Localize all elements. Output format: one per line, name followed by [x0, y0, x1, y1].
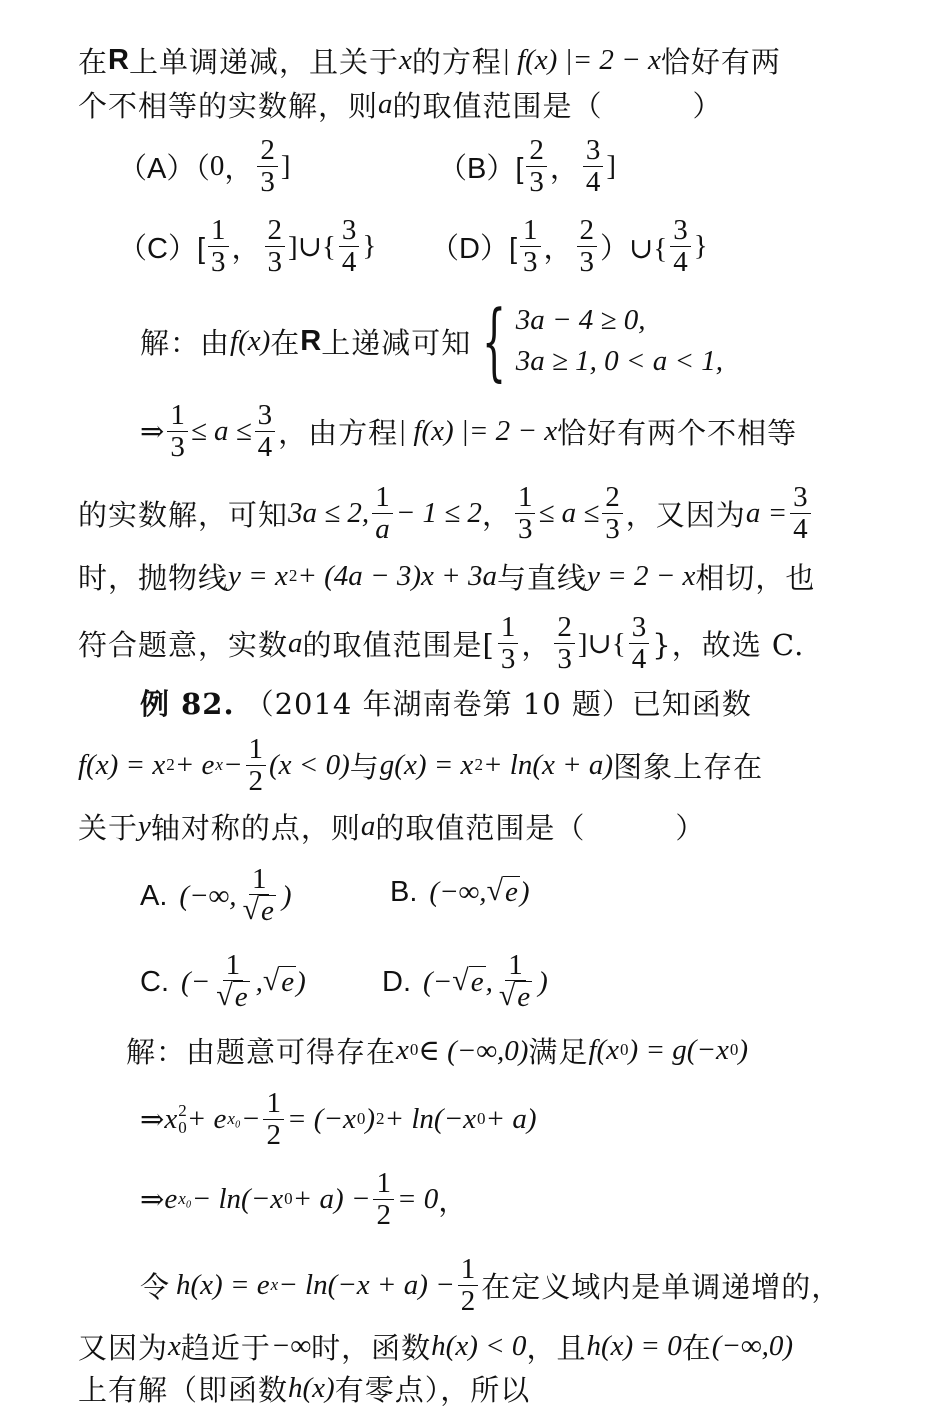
- fraction: $\frac{3}{4}$: [339, 215, 360, 277]
- fraction: $\frac{2}{3}$: [257, 135, 278, 197]
- solution-line-4: 时，抛物线 y = x 2 + (4a − 3)x + 3a 与直线 y = 2 − x 相切，也: [78, 559, 816, 595]
- solution2-line-4: 令 h(x) = e x − ln(−x + a) − $\frac{1}{2}$ 在定义域内是单调递增的，: [140, 1253, 842, 1317]
- fraction: $\frac{1}{2}$: [373, 1168, 394, 1230]
- fraction: $\frac{3}{4}$: [790, 482, 811, 544]
- fraction: $\frac{1}{3}$: [498, 612, 519, 674]
- solution-line-1: 解：由 f(x) 在 R 上递减可知 { 3a − 4 ≥ 0, 3a ≥ 1, 0 < a < 1,: [140, 292, 724, 390]
- solution-line-2: ⇒ $\frac{1}{3}$ ≤ a ≤ $\frac{3}{4}$ ，由方程 | f(x) |= 2 − x 恰好有两个不相等: [140, 399, 798, 463]
- fraction: $\frac{1}{2}$: [263, 1088, 284, 1150]
- option-c: （C）[ $\frac{1}{3}$ ， $\frac{2}{3}$ ]∪{ $\frac{3}{4}$ }: [118, 214, 377, 278]
- sqrt-icon: √: [486, 873, 504, 907]
- option-d: （D）[ $\frac{1}{3}$ ， $\frac{2}{3}$ ）∪{ $\frac{3}{4}$ }: [430, 214, 708, 278]
- equation: | f(x) |= 2 − x: [501, 43, 661, 76]
- solution2-line-5: 又因为 x 趋近于 −∞ 时，函数 h(x) < 0 ，且 h(x) = 0 在 (−∞,0): [78, 1329, 794, 1365]
- fraction: $\frac{1}{2}$: [458, 1254, 479, 1316]
- fraction: $\frac{1}{3}$: [208, 215, 229, 277]
- example-line-3: 关于 y 轴对称的点，则 a 的取值范围是（ ）: [78, 809, 706, 845]
- problem-line-2: 个不相等的实数解，则 a 的取值范围是（ ）: [78, 87, 723, 123]
- fraction: $\frac{3}{4}$: [629, 612, 650, 674]
- fraction: $\frac{3}{4}$: [255, 400, 276, 462]
- fraction: $\frac{2}{3}$: [577, 215, 598, 277]
- example-title: 例 82.: [140, 686, 235, 721]
- fraction: $\frac{2}{3}$: [265, 215, 286, 277]
- fraction: $\frac{2}{3}$: [602, 482, 623, 544]
- fraction: $\frac{1}{3}$: [520, 215, 541, 277]
- brace-icon: {: [482, 292, 507, 390]
- fraction: $\frac{3}{4}$: [583, 135, 604, 197]
- choice-b: B. (−∞, √ e ): [390, 873, 530, 908]
- sqrt-icon: √: [452, 963, 469, 997]
- example-line-2: f(x) = x 2 + e x − $\frac{1}{2}$ (x < 0) 与 g(x) = x 2 + ln(x + a) 图象上存在: [78, 733, 764, 797]
- fraction: $\frac{2}{3}$: [554, 612, 575, 674]
- sqrt-icon: √: [216, 979, 233, 1013]
- choice-c: C. (− 1 √ e , √ e ): [140, 948, 306, 1014]
- option-b: （B）[ $\frac{2}{3}$ ， $\frac{3}{4}$ ]: [438, 134, 617, 198]
- solution-line-5: 符合题意，实数 a 的取值范围是[ $\frac{1}{3}$ ， $\frac{2}{3}$ ]∪{ $\frac{3}{4}$ }，故选 C.: [78, 611, 805, 675]
- fraction: $\frac{1}{a}$: [372, 482, 393, 544]
- fraction: $\frac{3}{4}$: [670, 215, 691, 277]
- inequality-system: { 3a − 4 ≥ 0, 3a ≥ 1, 0 < a < 1,: [482, 292, 724, 390]
- choice-a: A. (−∞, 1 √ e ): [140, 862, 292, 928]
- solution2-line-2: ⇒ x 2 0 + e x₀ − $\frac{1}{2}$ = (−x 0 ) 2 + ln(−x 0 + a): [140, 1087, 537, 1151]
- fraction: $\frac{2}{3}$: [526, 135, 547, 197]
- fraction: $\frac{1}{3}$: [167, 400, 188, 462]
- fraction: 1 √ e: [242, 862, 274, 928]
- fraction: 1 √ e: [498, 948, 531, 1014]
- solution2-line-1: 解：由题意可得存在 x 0 ∈ (−∞,0) 满足 f(x 0 ) = g(−x 0 ): [126, 1033, 749, 1069]
- sqrt-icon: √: [242, 893, 260, 927]
- sqrt-icon: √: [498, 979, 516, 1013]
- problem-line-1: 在 R 上单调递减，且关于 x 的方程 | f(x) |= 2 − x 恰好有两: [78, 43, 781, 79]
- solution2-line-3: ⇒ e x₀ − ln(−x 0 + a) − $\frac{1}{2}$ = 0 ，: [140, 1167, 469, 1231]
- fraction: 1 √ e: [216, 948, 248, 1014]
- sqrt-icon: √: [262, 963, 280, 997]
- solution2-line-6: 上有解（即函数 h(x) 有零点），所以: [78, 1371, 531, 1407]
- choice-d: D. (− √ e , 1 √ e ): [382, 948, 548, 1014]
- solution-line-3: 的实数解，可知 3a ≤ 2, $\frac{1}{a}$ − 1 ≤ 2 ， $\frac{1}{3}$ ≤ a ≤ $\frac{2}{3}$ ，又因为 a = $\frac{3}{4}$: [78, 478, 945, 548]
- fraction: $\frac{1}{3}$: [515, 482, 536, 544]
- example-header: 例 82. （2014 年湖南卷第 10 题）已知函数: [140, 672, 945, 732]
- option-a: （A）（ 0 ， $\frac{2}{3}$ ]: [118, 134, 291, 198]
- fraction: $\frac{1}{2}$: [246, 734, 267, 796]
